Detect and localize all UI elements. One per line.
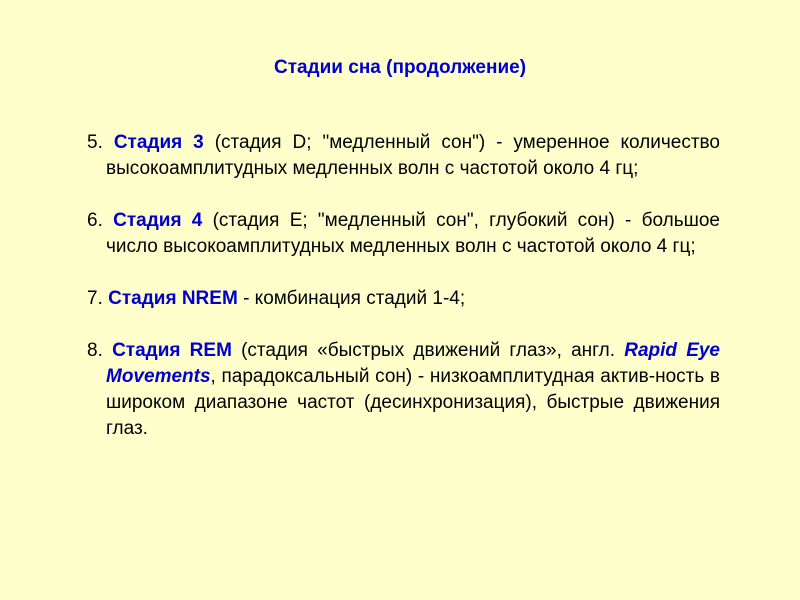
- item-term: Стадия 3: [113, 132, 204, 153]
- english-term: Rapid Eye Movements: [106, 340, 720, 387]
- item-text: (стадия E; "медленный сон", глубокий сон) - большое число высокоамплитудных медленных волн с частотой около 4 гц;: [106, 210, 720, 257]
- item-term: Стадия REM: [112, 340, 232, 361]
- list-item-stage-4: [87, 208, 720, 260]
- item-text: (стадия D; "медленный сон") - умеренное количество высокоамплитудных медленных волн с частотой около 4 гц;: [106, 132, 720, 179]
- item-text-after: , парадоксальный сон) - низкоамплитудная актив-ность в широком диапазоне частот (десинхронизация), быстрые движения глаз.: [106, 366, 720, 439]
- item-text-before: (стадия «быстрых движений глаз», англ.: [231, 340, 625, 361]
- item-term: Стадия 4: [113, 210, 203, 231]
- item-number: 8.: [87, 340, 103, 361]
- item-number: 7.: [87, 288, 103, 309]
- item-number: 6.: [87, 210, 103, 231]
- list-item-stage-3: [87, 130, 720, 182]
- list-item-stage-nrem: [87, 286, 720, 312]
- item-text: - комбинация стадий 1-4;: [237, 288, 466, 309]
- item-term: Стадия NREM: [108, 288, 238, 309]
- slide-title: Стадии сна (продолжение): [273, 57, 527, 78]
- list-item-stage-rem: [87, 338, 720, 442]
- item-number: 5.: [87, 132, 103, 153]
- slide-body: [87, 130, 720, 468]
